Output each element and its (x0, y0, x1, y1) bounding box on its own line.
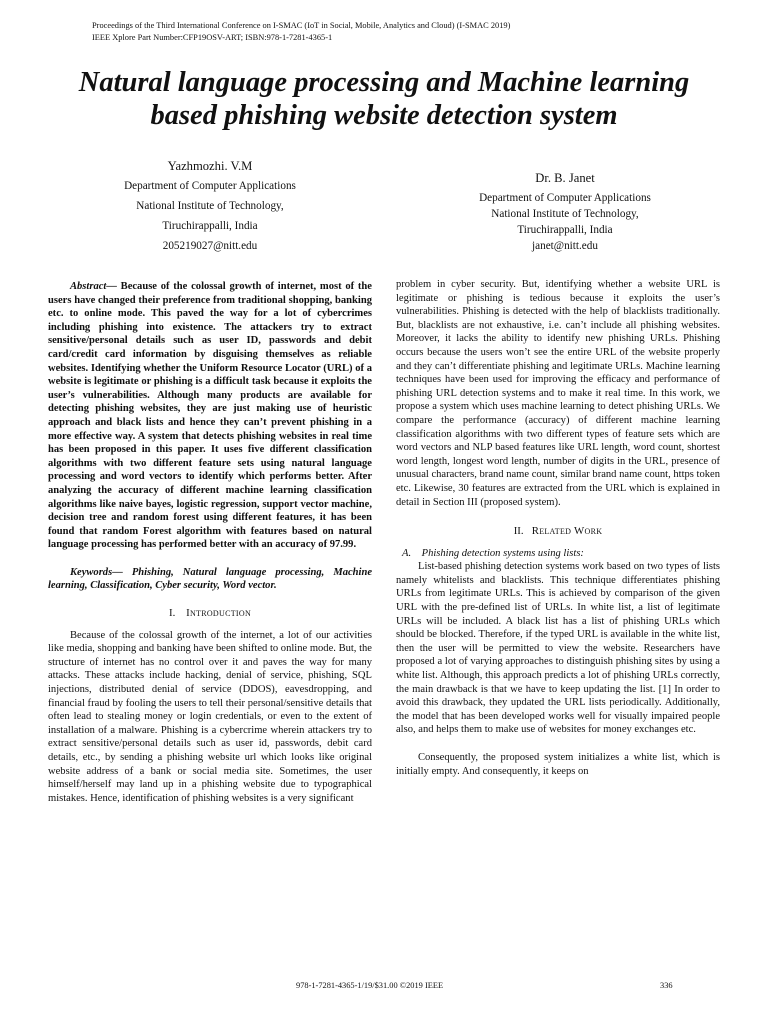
subsection-title: Phishing detection systems using lists: (421, 547, 584, 559)
author-name: Dr. B. Janet (535, 171, 595, 185)
author-email: janet@nitt.edu (532, 240, 598, 252)
section-number: I. (168, 607, 176, 620)
subsection-heading (396, 547, 720, 561)
footer-copyright: 978-1-7281-4365-1/19/$31.00 ©2019 IEEE (296, 981, 444, 990)
section-title: Introduction (186, 607, 252, 620)
introduction-paragraph-continued: problem in cyber security. But, identifying whether a website URL is legitimate or phishing is tedious because it exploits the user’s vulnerabilities. Phishing is detected with the help of blacklists traditionally. But, blacklists are not exhaustive, i.e. can’t include all phishing websites. Moreover, it lacks the ability to identify new phishing URLs. Phishing occurs because the users won’t see the entire URL of the website properly and they can’t differentiate phishing and legitimate URLs. Machine learning techniques have been used for improving the efficacy and performance of phishing URL detection systems and to make it real time. In this work, we propose a system which uses machine learning to detect phishing URLs. We compare the performance (accuracy) of different machine learning classification algorithms with two different types of feature sets which are word vectors and NLP based features like URL length, word count, shortest word length, longest word length, number of digits in the URL, presence of unusual characters, brand name count, similar brand name count, https token etc. Likewise, 30 features are extracted from the URL which is explained in detail in Section III (proposed system). (396, 279, 720, 508)
author-department: Department of Computer Applications (124, 180, 296, 192)
author-institute: National Institute of Technology, (491, 208, 639, 220)
keywords-label: Keywords— (70, 566, 123, 578)
keywords (48, 566, 372, 593)
title-line-1: Natural language processing and Machine learning (78, 67, 690, 98)
header-line-1: Proceedings of the Third International Conference on I-SMAC (IoT in Social, Mobile, Analytics and Cloud) (I-SMAC 2019) (92, 21, 511, 30)
introduction-paragraph: Because of the colossal growth of the internet, a lot of our activities like media, shopping and banking have been shifted to online mode. But, the structure of internet has no control over it and paves the way for many attacks. These attacks include hacking, denial of service, phishing, SQL injections, distributed denial of service (DDOS), eavesdropping, and financial fraud by fooling the users to tell their personal/sensitive details that often lead to stealing money or login credentials, or even to the extent of installation of a malware. Phishing is a cybercrime wherein attackers try to extract sensitive/personal details such as user id, passwords, debit card details, etc., by sending a phishing website url which looks like original website address of a bank or social media site. Sometimes, the user himself/herself may land up in a phishing website due to typographical mistakes. Hence, identification of phishing websites is a very significant (48, 629, 372, 804)
right-column (396, 278, 720, 778)
section-number: II. (513, 525, 524, 538)
author-email: 205219027@nitt.edu (162, 240, 258, 252)
abstract (48, 280, 372, 552)
paper-title (20, 66, 748, 132)
author-block-2 (440, 170, 690, 254)
author-city: Tiruchirappalli, India (517, 224, 613, 236)
author-institute: National Institute of Technology, (136, 200, 284, 212)
subsection-label: A. (402, 547, 412, 559)
section-title: Related Work (531, 525, 603, 538)
abstract-label: Abstract— (70, 281, 117, 292)
conference-header (92, 20, 510, 44)
left-column (48, 280, 372, 805)
header-line-2: IEEE Xplore Part Number:CFP19OSV-ART; ISBN:978-1-7281-4365-1 (92, 33, 333, 42)
keywords-text: Phishing, Natural language processing, Machine learning, Classification, Cyber security, Word vector. (48, 566, 372, 592)
title-line-2: based phishing website detection system (150, 100, 618, 131)
section-heading-related-work (396, 525, 720, 539)
author-department: Department of Computer Applications (479, 192, 651, 204)
author-city: Tiruchirappalli, India (162, 220, 258, 232)
author-name: Yazhmozhi. V.M (167, 159, 253, 173)
author-block-1 (90, 158, 330, 258)
page-number: 336 (660, 981, 673, 990)
related-work-paragraph: List-based phishing detection systems work based on two types of lists namely whitelists and blacklists. This technique differentiates phishing URLs from legitimate URLs. This is achieved by comparison of the given URL with the pre-defined list of URLs. In white list, a list of legitimate URLs will be included. A black list has a list of phishing URLs which should be blocked. Therefore, if the typed URL is available in the white list, then the user will be permitted to view the website. Researchers have proposed a lot of varying approaches to distinguish phishing sites by using a white list. Although, this approach predicts a lot of phishing URLs correctly, the main drawback is that we have to keep updating the list. [1] In order to avoid this drawback, they updated the URL lists periodically. Additionally, the model that has been developed works well for visually impaired people also, and helps them to make use of websites for money exchanges etc. (396, 561, 720, 736)
abstract-text: Because of the colossal growth of internet, most of the users have changed their preference from traditional shopping, banking etc. to online mode. This paved the way for a lot of cybercrimes including phishing into existence. The attackers try to extract sensitive/personal details such as user ID, passwords and debit card/credit card information by disguising themselves as reliable websites. Identifying whether the Uniform Resource Locator (URL) of a website is legitimate or phishing is a difficult task because it exploits the user’s vulnerabilities. Although many products are available for detecting phishing websites, they are just making use of heuristic approach and black lists and hence they can’t prevent phishing in a more effective way. A system that detects phishing websites in real time has been proposed in this paper. It uses five different classification algorithms with two different feature sets using natural language processing and word vectors to identify which performs better. After analyzing the accuracy of different machine learning classification algorithms like naive bayes, logistic regression, support vector machine, decision tree and random forest using different features, it has been found that random Forest algorithm with features based on natural language processing has performed better with an accuracy of 97.99. (48, 281, 372, 551)
related-work-paragraph-2: Consequently, the proposed system initializes a white list, which is initially empty. And consequently, it keeps on (396, 752, 720, 777)
section-heading-introduction (48, 607, 372, 621)
